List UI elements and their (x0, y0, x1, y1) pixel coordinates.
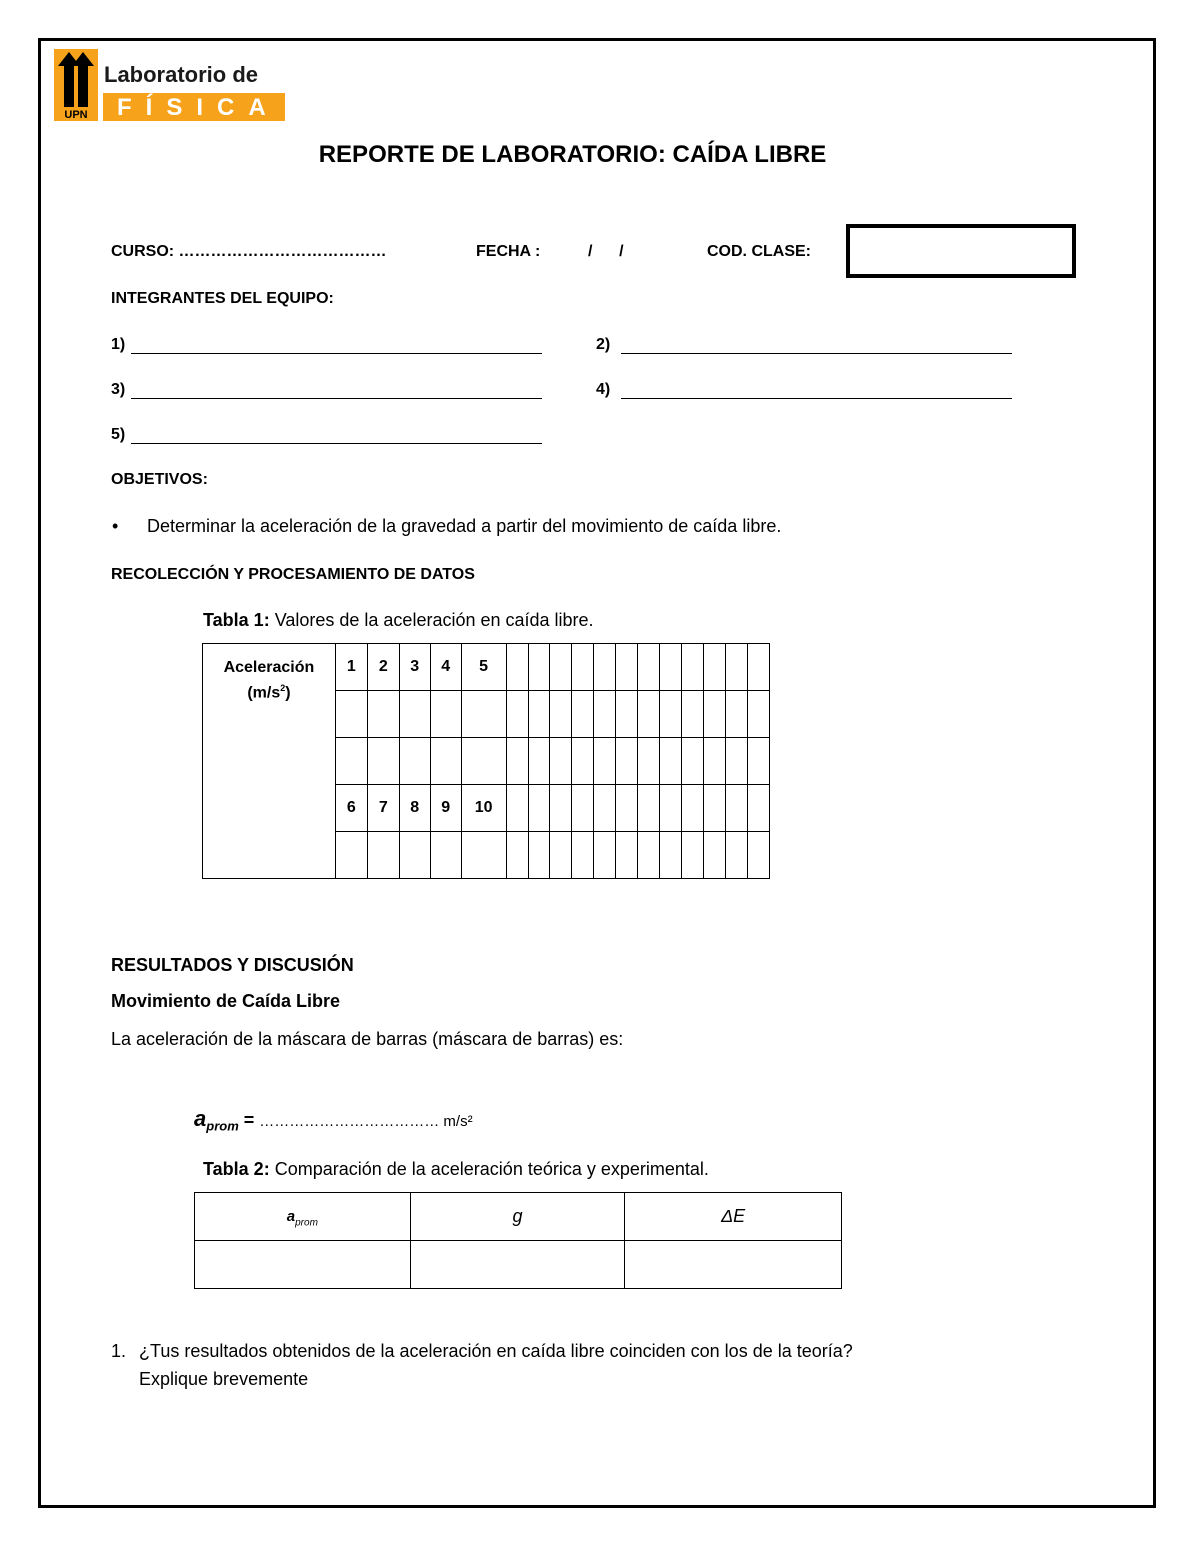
fecha-label: FECHA : (476, 243, 541, 260)
tabla1-index-cell: 8 (399, 785, 430, 832)
tabla1-cell[interactable] (682, 644, 704, 691)
tabla1-cell[interactable] (616, 691, 638, 738)
objetivos-heading: OBJETIVOS: (111, 471, 208, 488)
cod-clase-label: COD. CLASE: (707, 243, 811, 260)
integrante-5-label: 5) (111, 426, 126, 443)
tabla1-index-cell: 3 (399, 644, 430, 691)
tabla1-head-sup: 2 (280, 683, 286, 693)
resultados-subheading: Movimiento de Caída Libre (111, 991, 341, 1011)
resultados-text: La aceleración de la máscara de barras (máscara de barras) es: (111, 1029, 624, 1049)
tabla1-cell[interactable] (506, 785, 528, 832)
tabla1-cell[interactable] (660, 644, 682, 691)
tabla2-cell[interactable] (195, 1241, 411, 1289)
tabla2-cell[interactable] (410, 1241, 625, 1289)
tabla1-cell[interactable] (638, 738, 660, 785)
tabla1-caption-bold: Tabla 1: (203, 610, 270, 630)
tabla1-cell[interactable] (550, 738, 572, 785)
tabla1-cell[interactable] (550, 785, 572, 832)
tabla1-cell[interactable] (594, 644, 616, 691)
tabla1-header-cell (203, 644, 336, 879)
tabla1-cell[interactable] (461, 691, 506, 738)
tabla1-cell[interactable] (660, 785, 682, 832)
logo-line2: FÍSICA (117, 94, 280, 121)
tabla1-cell[interactable] (616, 738, 638, 785)
tabla1-cell[interactable] (682, 691, 704, 738)
tabla1-index-cell: 9 (430, 785, 461, 832)
tabla1-cell[interactable] (399, 832, 430, 879)
tabla1-index-cell: 6 (335, 785, 367, 832)
tabla1-index-cell: 10 (461, 785, 506, 832)
tabla-1 (202, 643, 770, 879)
tabla1-head-close: ) (285, 684, 291, 702)
tabla1-cell[interactable] (725, 644, 747, 691)
tabla1-cell[interactable] (367, 738, 399, 785)
tabla1-cell[interactable] (528, 644, 550, 691)
logo-line1: Laboratorio de (104, 62, 259, 87)
tabla1-cell[interactable] (461, 738, 506, 785)
tabla1-cell[interactable] (506, 738, 528, 785)
tabla1-cell[interactable] (616, 785, 638, 832)
tabla1-cell[interactable] (616, 644, 638, 691)
tabla1-cell[interactable] (704, 738, 726, 785)
tabla1-index-cell: 2 (367, 644, 399, 691)
aprom-sub: prom (206, 1118, 239, 1134)
integrantes-heading: INTEGRANTES DEL EQUIPO: (111, 290, 334, 307)
tabla1-cell[interactable] (528, 738, 550, 785)
aprom-dots: ……………………………… (259, 1113, 440, 1130)
tabla1-cell[interactable] (550, 832, 572, 879)
tabla1-cell[interactable] (335, 738, 367, 785)
aprom-unit: m/s² (439, 1113, 473, 1130)
resultados-heading: RESULTADOS Y DISCUSIÓN (111, 955, 354, 975)
tabla1-index-cell: 7 (367, 785, 399, 832)
t2-prom: prom (295, 1217, 318, 1229)
tabla1-cell[interactable] (594, 738, 616, 785)
tabla1-cell[interactable] (528, 691, 550, 738)
tabla1-cell[interactable] (725, 832, 747, 879)
integrante-4-label: 4) (596, 381, 611, 398)
integrante-5-line[interactable] (131, 443, 542, 444)
tabla2-header-delta-e: ΔE (625, 1193, 842, 1241)
tabla1-cell[interactable] (572, 691, 594, 738)
cod-clase-box[interactable] (846, 224, 1076, 278)
tabla1-cell[interactable] (594, 691, 616, 738)
tabla1-cell[interactable] (704, 785, 726, 832)
pregunta-line1: ¿Tus resultados obtenidos de la aceleración en caída libre coinciden con los de la teoría? (139, 1341, 853, 1361)
aprom-a: a (194, 1106, 207, 1131)
tabla1-cell[interactable] (638, 832, 660, 879)
tabla1-cell[interactable] (572, 785, 594, 832)
tabla1-index-cell: 4 (430, 644, 461, 691)
tabla2-header-aprom (195, 1193, 411, 1241)
objetivo-item: Determinar la aceleración de la gravedad a partir del movimiento de caída libre. (147, 516, 782, 536)
tabla1-head-line2: (m/s (247, 684, 281, 702)
tabla1-cell[interactable] (660, 691, 682, 738)
tabla1-caption (203, 610, 594, 631)
tabla1-cell[interactable] (638, 691, 660, 738)
integrante-2-line[interactable] (621, 353, 1012, 354)
tabla1-cell[interactable] (682, 832, 704, 879)
tabla1-cell[interactable] (725, 785, 747, 832)
tabla1-cell[interactable] (430, 738, 461, 785)
tabla1-cell[interactable] (550, 644, 572, 691)
integrante-3-label: 3) (111, 381, 126, 398)
page-title: REPORTE DE LABORATORIO: CAÍDA LIBRE (318, 141, 827, 168)
tabla1-cell[interactable] (594, 785, 616, 832)
tabla2-caption (203, 1159, 709, 1180)
tabla1-cell[interactable] (528, 785, 550, 832)
curso-field: CURSO: ………………………………… (111, 243, 387, 260)
bullet-icon: • (112, 516, 119, 536)
tabla1-cell[interactable] (704, 691, 726, 738)
aprom-eq: = (238, 1110, 260, 1130)
logo-band (103, 93, 285, 121)
tabla1-cell[interactable] (399, 738, 430, 785)
fecha-slashes: / / (588, 243, 624, 260)
integrante-4-line[interactable] (621, 398, 1012, 399)
tabla1-cell[interactable] (638, 785, 660, 832)
pregunta-number: 1. (111, 1341, 127, 1361)
tabla1-cell[interactable] (430, 832, 461, 879)
tabla1-cell[interactable] (335, 832, 367, 879)
tabla1-cell[interactable] (725, 691, 747, 738)
tabla1-cell[interactable] (430, 691, 461, 738)
tabla-2 (194, 1192, 842, 1289)
tabla1-cell[interactable] (367, 691, 399, 738)
tabla1-cell[interactable] (550, 691, 572, 738)
tabla1-cell[interactable] (704, 832, 726, 879)
tabla1-cell[interactable] (461, 832, 506, 879)
logo-mark-text: UPN (64, 109, 88, 121)
pregunta-line2: Explique brevemente (139, 1369, 309, 1389)
tabla2-caption-bold: Tabla 2: (203, 1159, 270, 1179)
tabla1-cell[interactable] (335, 691, 367, 738)
tabla1-index-cell: 1 (335, 644, 367, 691)
tabla1-cell[interactable] (616, 832, 638, 879)
tabla1-cell[interactable] (528, 832, 550, 879)
tabla1-cell[interactable] (572, 832, 594, 879)
integrante-3-line[interactable] (131, 398, 542, 399)
tabla1-cell[interactable] (506, 691, 528, 738)
tabla1-cell[interactable] (747, 644, 769, 691)
upn-logo-icon (54, 49, 98, 121)
datos-heading: RECOLECCIÓN Y PROCESAMIENTO DE DATOS (111, 566, 475, 583)
tabla1-cell[interactable] (682, 738, 704, 785)
tabla1-cell[interactable] (704, 644, 726, 691)
tabla1-index-cell: 5 (461, 644, 506, 691)
tabla1-cell[interactable] (682, 785, 704, 832)
tabla1-cell[interactable] (638, 644, 660, 691)
tabla1-cell[interactable] (399, 691, 430, 738)
tabla1-cell[interactable] (660, 832, 682, 879)
tabla2-header-g: g (410, 1193, 625, 1241)
tabla1-cell[interactable] (594, 832, 616, 879)
tabla1-cell[interactable] (660, 738, 682, 785)
tabla1-cell[interactable] (725, 738, 747, 785)
tabla2-cell[interactable] (625, 1241, 842, 1289)
tabla1-cell[interactable] (747, 785, 769, 832)
tabla1-cell[interactable] (747, 738, 769, 785)
tabla1-caption-text: Valores de la aceleración en caída libre. (269, 610, 594, 630)
integrante-1-line[interactable] (131, 353, 542, 354)
t2-a: a (286, 1207, 296, 1225)
tabla1-cell[interactable] (572, 738, 594, 785)
tabla1-cell[interactable] (506, 832, 528, 879)
integrante-1-label: 1) (111, 336, 126, 353)
tabla1-cell[interactable] (747, 832, 769, 879)
tabla1-cell[interactable] (747, 691, 769, 738)
tabla1-head-line1: Aceleración (223, 659, 315, 676)
tabla1-cell[interactable] (367, 832, 399, 879)
integrante-2-label: 2) (596, 336, 611, 353)
tabla1-cell[interactable] (506, 644, 528, 691)
tabla2-caption-text: Comparación de la aceleración teórica y experimental. (269, 1159, 709, 1179)
aprom-equation (194, 1106, 473, 1134)
tabla1-cell[interactable] (572, 644, 594, 691)
